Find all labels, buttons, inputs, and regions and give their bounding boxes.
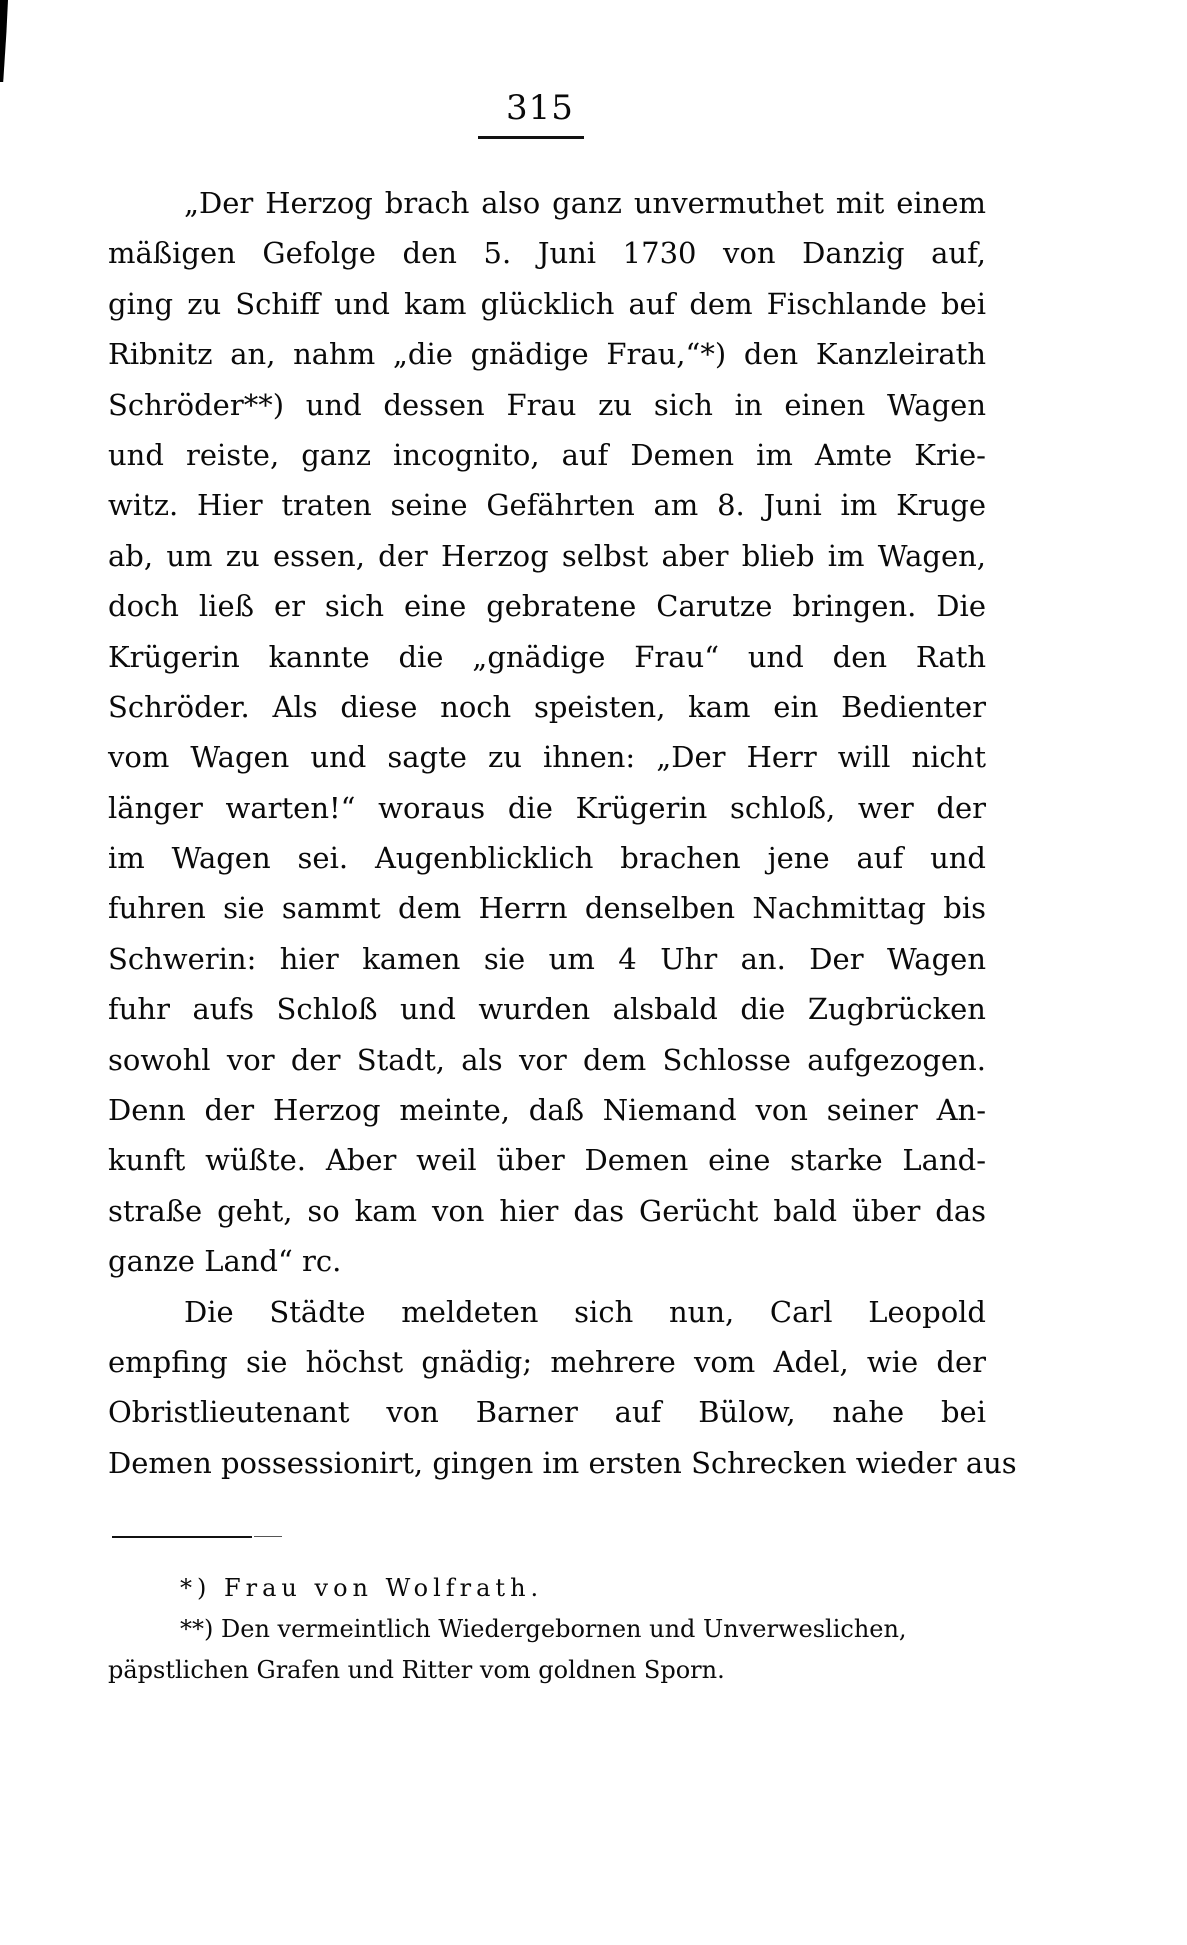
- footnote-2: **) Den vermeintlich Wiedergebornen und Unverweslichen,: [180, 1615, 907, 1643]
- body-line: kunft wüßte. Aber weil über Demen eine starke Land-: [108, 1143, 986, 1178]
- body-line: Demen possessionirt, gingen im ersten Schrecken wieder aus: [108, 1445, 1017, 1480]
- body-line: witz. Hier traten seine Gefährten am 8. Juni im Kruge: [108, 488, 986, 523]
- body-line: und reiste, ganz incognito, auf Demen im Amte Krie-: [108, 437, 986, 472]
- body-line: Denn der Herzog meinte, daß Niemand von seiner An-: [108, 1093, 986, 1128]
- body-line: Obristlieutenant von Barner auf Bülow, nahe bei: [108, 1395, 986, 1430]
- footnotes: [108, 1568, 986, 1691]
- body-text: [108, 178, 1017, 1488]
- body-line: ganze Land“ rc.: [108, 1244, 342, 1279]
- body-line: im Wagen sei. Augenblicklich brachen jene auf und: [108, 841, 986, 876]
- body-line: straße geht, so kam von hier das Gerücht bald über das: [108, 1193, 986, 1228]
- page-edge-mark: [0, 0, 8, 82]
- footnote-1: *) Frau von Wolfrath.: [180, 1574, 544, 1602]
- page-number: 315: [506, 88, 574, 128]
- body-line: ab, um zu essen, der Herzog selbst aber blieb im Wagen,: [108, 538, 986, 573]
- body-line: „Der Herzog brach also ganz unvermuthet mit einem: [184, 186, 986, 220]
- body-line: Krügerin kannte die „gnädige Frau“ und den Rath: [108, 639, 986, 674]
- body-line: doch ließ er sich eine gebratene Carutze bringen. Die: [108, 589, 986, 624]
- body-line: Die Städte meldeten sich nun, Carl Leopold: [184, 1294, 986, 1329]
- footnote-2-continuation: päpstlichen Grafen und Ritter vom goldnen Sporn.: [108, 1656, 725, 1684]
- body-line: mäßigen Gefolge den 5. Juni 1730 von Danzig auf,: [108, 236, 986, 271]
- body-line: vom Wagen und sagte zu ihnen: „Der Herr will nicht: [108, 740, 986, 775]
- body-line: Schwerin: hier kamen sie um 4 Uhr an. Der Wagen: [108, 941, 986, 976]
- body-line: ging zu Schiff und kam glücklich auf dem Fischlande bei: [108, 286, 986, 321]
- footnote-separator-tail: [254, 1536, 282, 1537]
- body-line: fuhren sie sammt dem Herrn denselben Nachmittag bis: [108, 891, 986, 926]
- body-line: fuhr aufs Schloß und wurden alsbald die Zugbrücken: [108, 992, 986, 1027]
- page-number-rule: [478, 136, 584, 139]
- body-line: länger warten!“ woraus die Krügerin schloß, wer der: [108, 790, 986, 825]
- body-line: Schröder**) und dessen Frau zu sich in einen Wagen: [108, 387, 986, 422]
- body-line: Ribnitz an, nahm „die gnädige Frau,“*) den Kanzleirath: [108, 337, 986, 372]
- body-line: sowohl vor der Stadt, als vor dem Schlosse aufgezogen.: [108, 1042, 986, 1077]
- footnote-separator: [112, 1536, 252, 1538]
- body-line: Schröder. Als diese noch speisten, kam ein Bedienter: [108, 689, 986, 724]
- body-line: empfing sie höchst gnädig; mehrere vom Adel, wie der: [108, 1344, 986, 1379]
